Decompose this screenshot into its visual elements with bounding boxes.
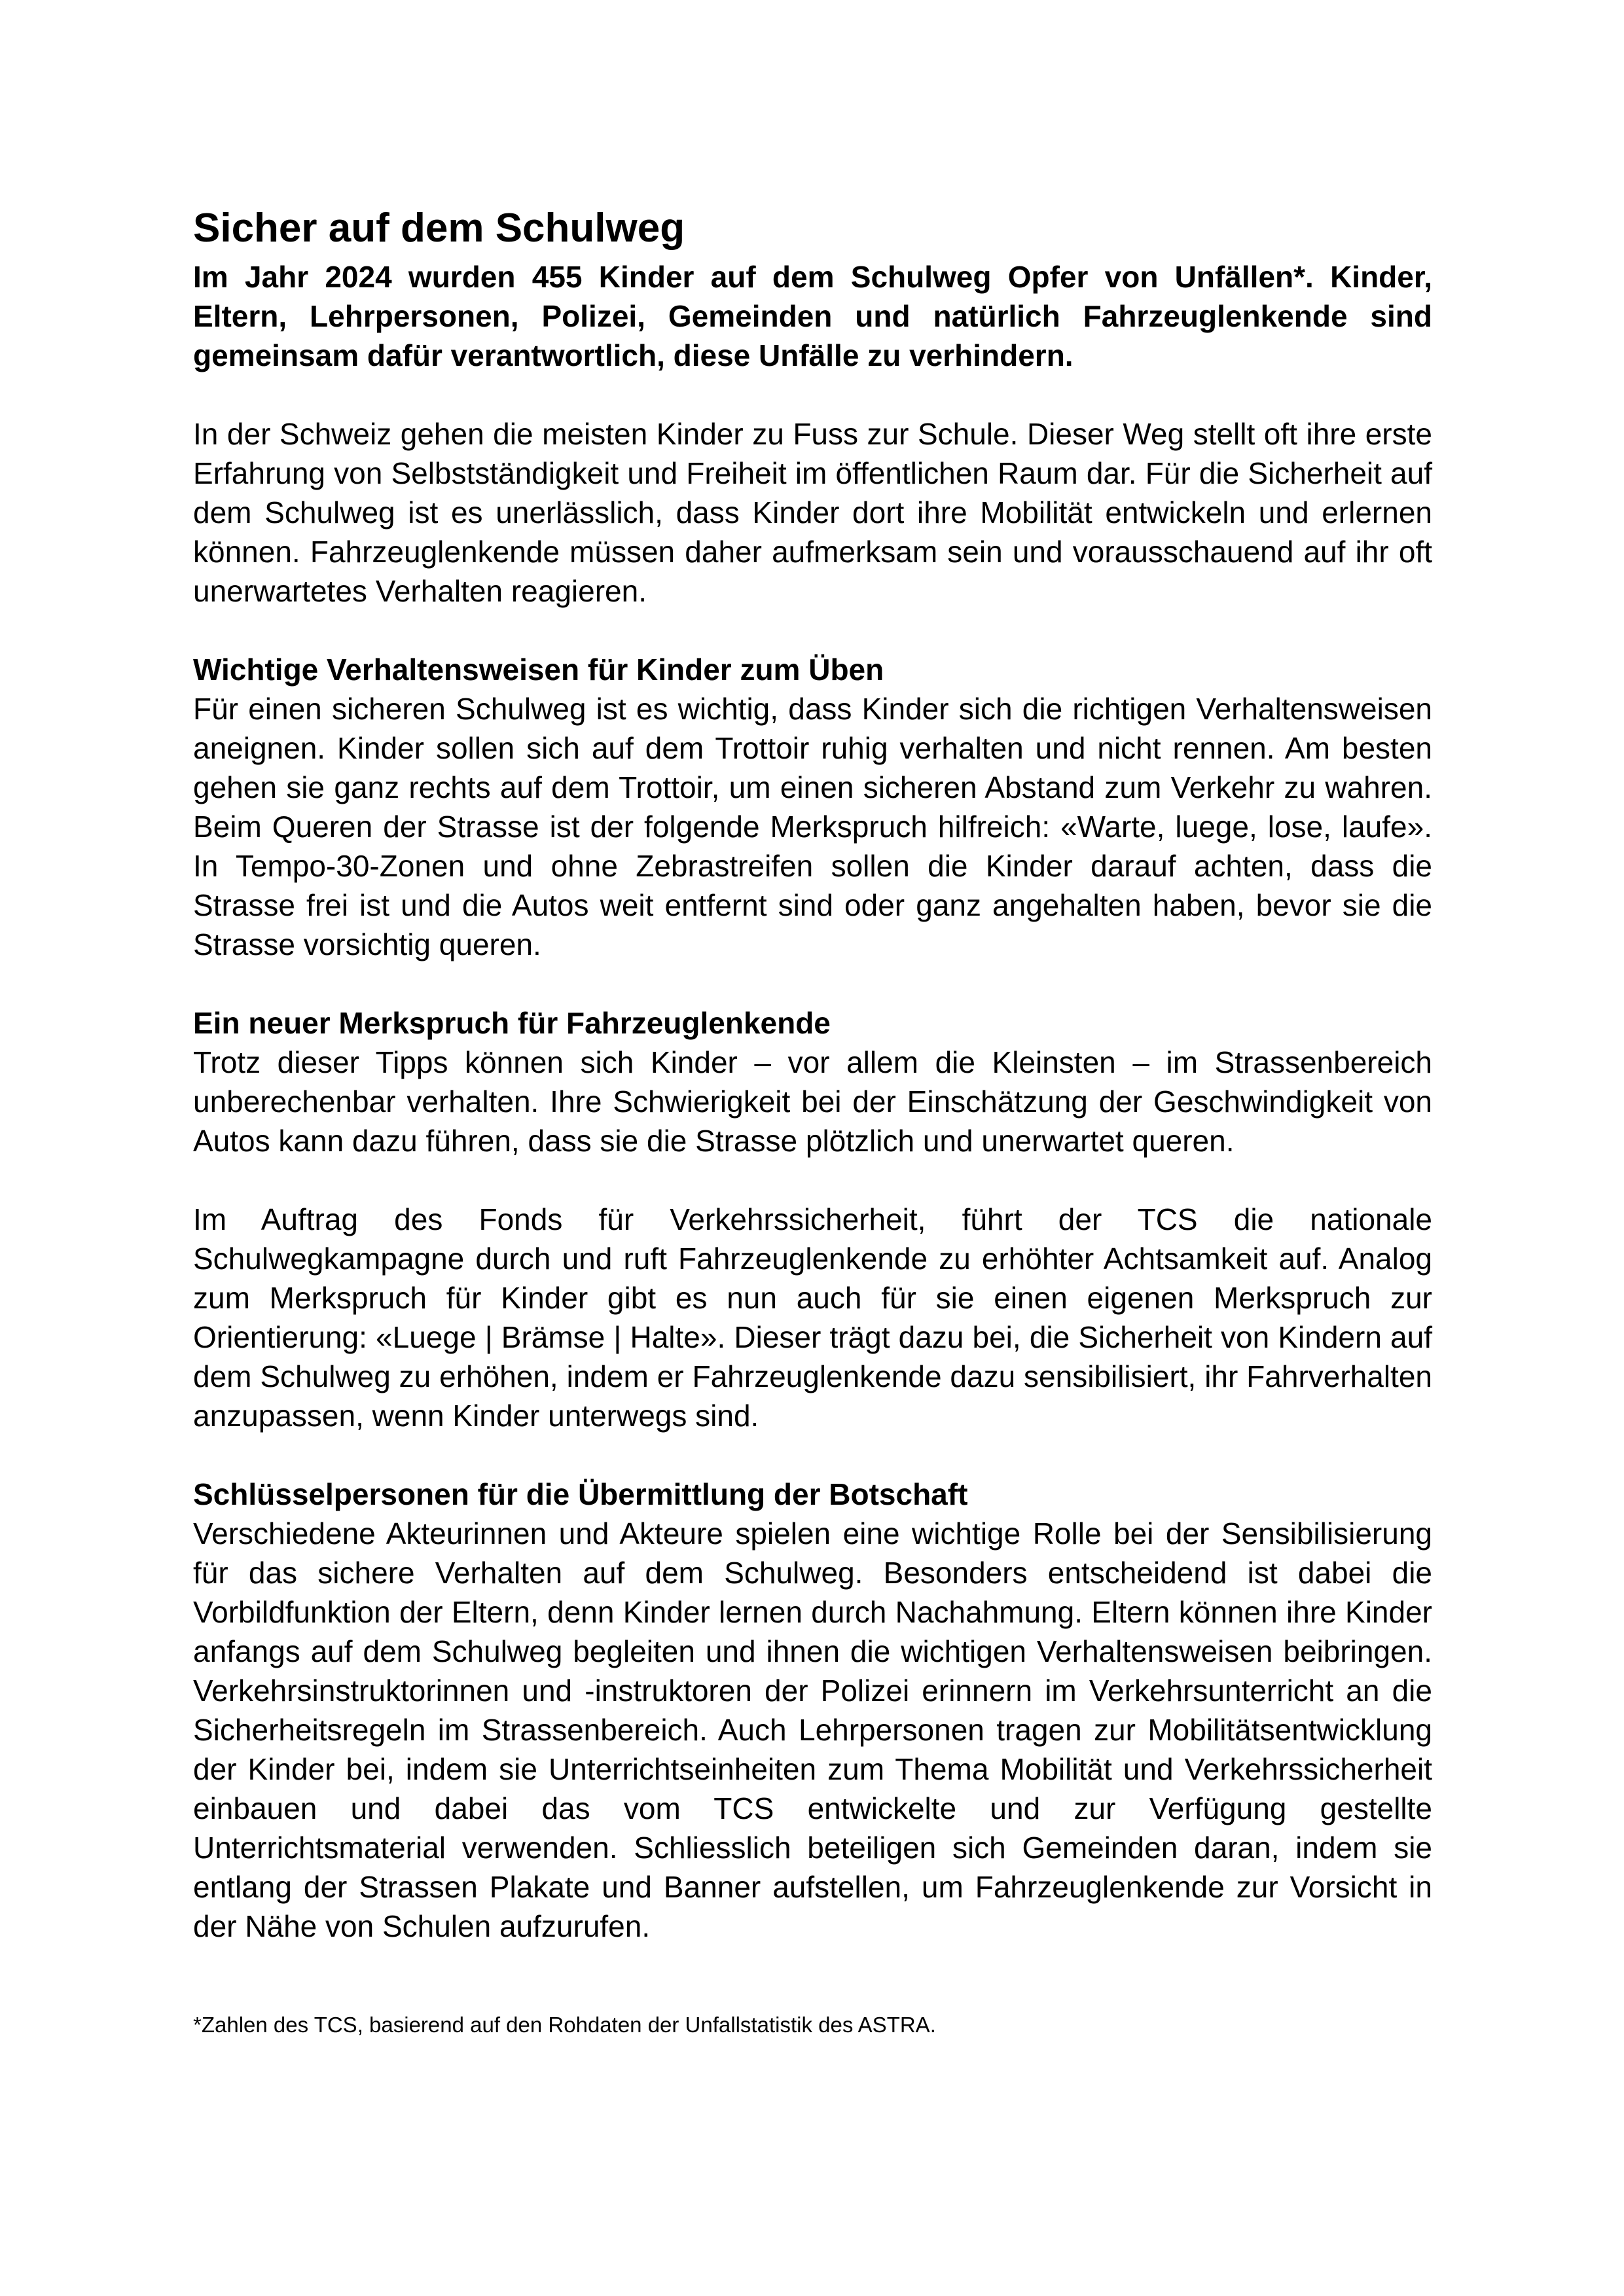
paragraph-tcs-campaign: Im Auftrag des Fonds für Verkehrssicherheit, führt der TCS die nationale Schulwegkampagne durch und ruft Fahrzeuglenkende zu erhöhter Achtsamkeit auf. Analog zum Merkspruch für Kinder gibt es nun auch für sie einen eigenen Merkspruch zur Orientierung: «Luege | Brämse | Halte». Dieser trägt dazu bei, die Sicherheit von Kindern auf dem Schulweg zu erhöhen, indem er Fahrzeuglenkende dazu sensibilisiert, ihr Fahrverhalten anzupassen, wenn Kinder unterwegs sind. — [193, 1202, 1432, 1433]
footnote: *Zahlen des TCS, basierend auf den Rohdaten der Unfallstatistik des ASTRA. — [193, 2013, 936, 2037]
intro-paragraph: In der Schweiz gehen die meisten Kinder zu Fuss zur Schule. Dieser Weg stellt oft ihre erste Erfahrung von Selbstständigkeit und Freiheit im öffentlichen Raum dar. Für die Sicherheit auf dem Schulweg ist es unerlässlich, dass Kinder dort ihre Mobilität entwickeln und erlernen können. Fahrzeuglenkende müssen daher aufmerksam sein und vorausschauend auf ihr oft unerwartetes Verhalten reagieren. — [193, 417, 1432, 608]
section-heading-key-persons: Schlüsselpersonen für die Übermittlung der Botschaft — [193, 1477, 968, 1511]
section-heading-new-motto-drivers: Ein neuer Merkspruch für Fahrzeuglenkende — [193, 1006, 831, 1040]
paragraph-behaviors-for-children: Für einen sicheren Schulweg ist es wichtig, dass Kinder sich die richtigen Verhaltensweisen aneignen. Kinder sollen sich auf dem Trottoir ruhig verhalten und nicht rennen. Am besten gehen sie ganz rechts auf dem Trottoir, um einen sicheren Abstand zum Verkehr zu wahren. Beim Queren der Strasse ist der folgende Merkspruch hilfreich: «Warte, luege, lose, laufe». In Tempo-30-Zonen und ohne Zebrastreifen sollen die Kinder darauf achten, dass die Strasse frei ist und die Autos weit entfernt sind oder ganz angehalten haben, bevor sie die Strasse vorsichtig queren. — [193, 692, 1432, 961]
document-content — [193, 205, 1432, 2039]
paragraph-key-persons: Verschiedene Akteurinnen und Akteure spielen eine wichtige Rolle bei der Sensibilisierung für das sichere Verhalten auf dem Schulweg. Besonders entscheidend ist dabei die Vorbildfunktion der Eltern, denn Kinder lernen durch Nachahmung. Eltern können ihre Kinder anfangs auf dem Schulweg begleiten und ihnen die wichtigen Verhaltensweisen beibringen. Verkehrsinstruktorinnen und -instruktoren der Polizei erinnern im Verkehrsunterricht an die Sicherheitsregeln im Strassenbereich. Auch Lehrpersonen tragen zur Mobilitätsentwicklung der Kinder bei, indem sie Unterrichtseinheiten zum Thema Mobilität und Verkehrssicherheit einbauen und dabei das vom TCS entwickelte und zur Verfügung gestellte Unterrichtsmaterial verwenden. Schliesslich beteiligen sich Gemeinden daran, indem sie entlang der Strassen Plakate und Banner aufstellen, um Fahrzeuglenkende zur Vorsicht in der Nähe von Schulen aufzurufen. — [193, 1516, 1432, 1943]
section-heading-behaviors-for-children: Wichtige Verhaltensweisen für Kinder zum Üben — [193, 653, 884, 687]
document-title: Sicher auf dem Schulweg — [193, 206, 685, 251]
lead-paragraph: Im Jahr 2024 wurden 455 Kinder auf dem Schulweg Opfer von Unfällen*. Kinder, Eltern, Lehrpersonen, Polizei, Gemeinden und natürlich Fahrzeuglenkende sind gemeinsam dafür verantwortlich, diese Unfälle zu verhindern. — [193, 260, 1432, 372]
paragraph-children-unpredictable: Trotz dieser Tipps können sich Kinder – vor allem die Kleinsten – im Strassenbereich unberechenbar verhalten. Ihre Schwierigkeit bei der Einschätzung der Geschwindigkeit von Autos kann dazu führen, dass sie die Strasse plötzlich und unerwartet queren. — [193, 1045, 1432, 1158]
